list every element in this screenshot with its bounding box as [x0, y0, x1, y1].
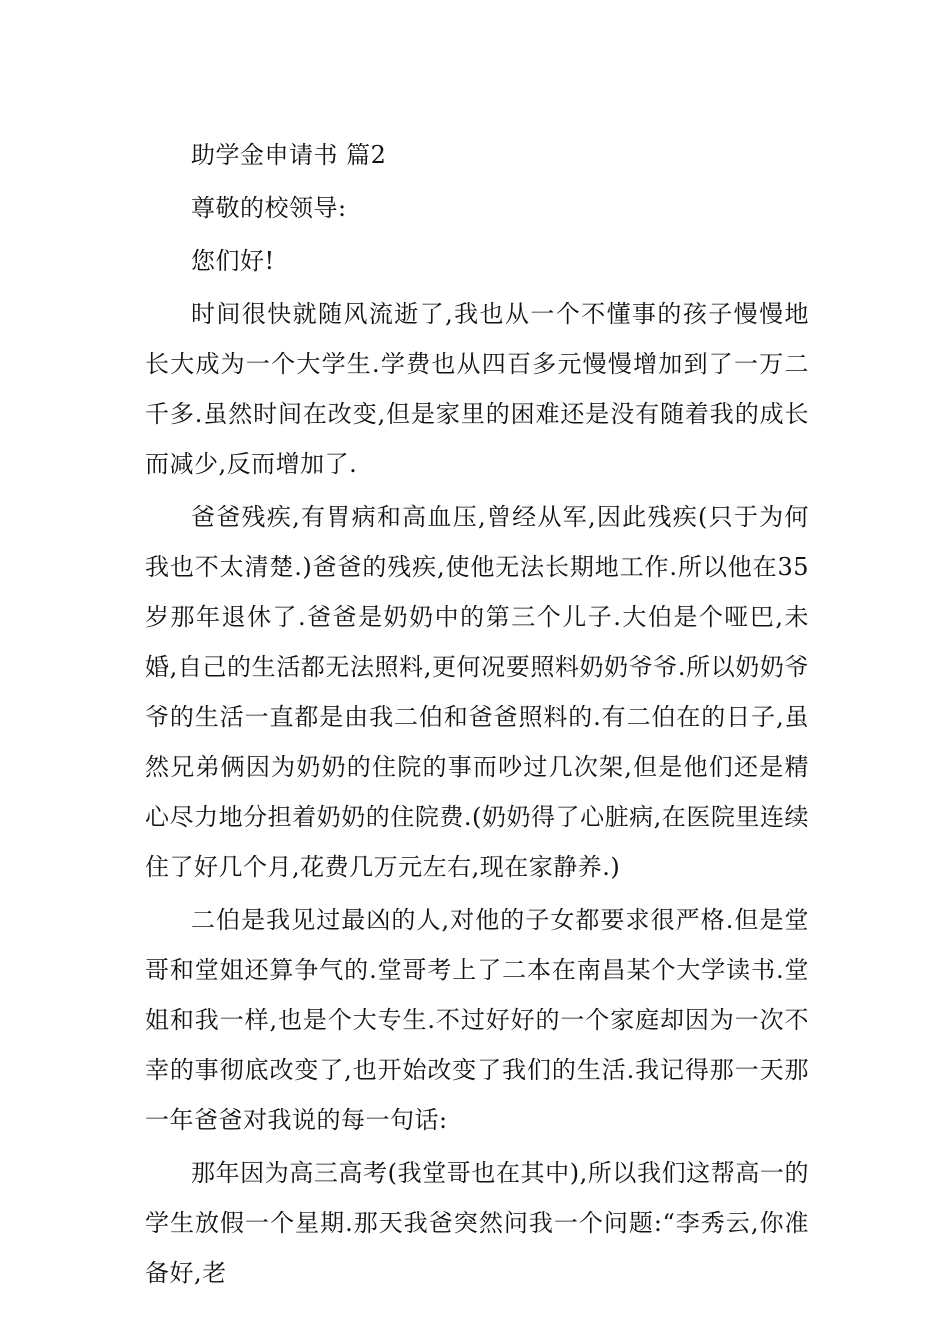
body-paragraph: 爸爸残疾,有胃病和高血压,曾经从军,因此残疾(只于为何我也不太清楚.)爸爸的残疾,使他无法长期地工作.所以他在35岁那年退休了.爸爸是奶奶中的第三个儿子.大伯是个哑巴,未婚,自己的生活都无法照料,更何况要照料奶奶爷爷.所以奶奶爷爷的生活一直都是由我二伯和爸爸照料的.有二伯在的日子,虽然兄弟俩因为奶奶的住院的事而吵过几次架,但是他们还是精心尽力地分担着奶奶的住院费.(奶奶得了心脏病,在医院里连续住了好几个月,花费几万元左右,现在家静养.): [145, 503, 809, 881]
salutation: 尊敬的校领导:: [191, 194, 347, 222]
document-body: [145, 130, 809, 1298]
body-paragraph: 时间很快就随风流逝了,我也从一个不懂事的孩子慢慢地长大成为一个大学生.学费也从四百多元慢慢增加到了一万二千多.虽然时间在改变,但是家里的困难还是没有随着我的成长而减少,反而增加了.: [145, 300, 809, 478]
section-heading: 助学金申请书 篇2: [191, 141, 387, 169]
body-paragraph: 二伯是我见过最凶的人,对他的子女都要求很严格.但是堂哥和堂姐还算争气的.堂哥考上了二本在南昌某个大学读书.堂姐和我一样,也是个大专生.不过好好的一个家庭却因为一次不幸的事彻底改变了,也开始改变了我们的生活.我记得那一天那一年爸爸对我说的每一句话:: [145, 906, 809, 1134]
body-paragraph: 那年因为高三高考(我堂哥也在其中),所以我们这帮高一的学生放假一个星期.那天我爸突然问我一个问题:“李秀云,你准备好,老: [145, 1159, 809, 1287]
greeting: 您们好!: [191, 247, 275, 275]
